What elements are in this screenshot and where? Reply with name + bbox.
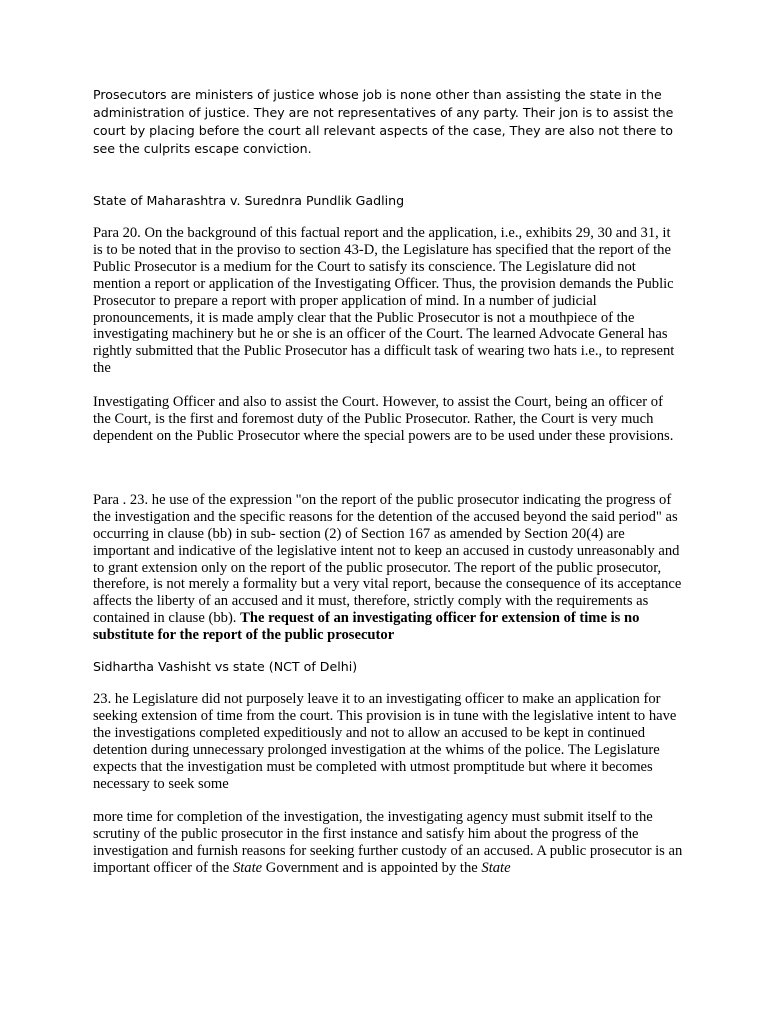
case-title-maharashtra: State of Maharashtra v. Surednra Pundlik Gadling	[93, 193, 405, 208]
para-23-paragraph	[93, 492, 683, 644]
para-23-text: Para . 23. he use of the expression "on the report of the public prosecutor indicating the progress of the investigation and the specific reasons for the detention of the accused beyond the said period" as occurring in clause (bb) in sub- section (2) of Section 167 as amended by Section 20(4) are important and indicative of the legislative intent not to keep an accused in custody unreasonably and to grant extension only on the report of the public prosecutor. The report of the public prosecutor, therefore, is not merely a formality but a very vital report, because the consequence of its acceptance affects the liberty of an accused and it must, therefore, strictly comply with the requirements as contained in clause (bb).	[93, 491, 682, 627]
para-20-part-2: Investigating Officer and also to assist the Court. However, to assist the Court, being an officer of the Court, is the first and foremost duty of the Public Prosecutor. Rather, the Court is very much dependent on the Public Prosecutor where the special powers are to be used under these provisions.	[93, 394, 674, 444]
para-23c-italic-1: State	[232, 860, 263, 877]
para-23-bold-text: The request of an investigating officer for extension of time is no substitute for the report of the public prosecutor	[93, 610, 640, 644]
para-23-vashisht-part-2	[93, 809, 683, 877]
case-title-vashisht: Sidhartha Vashisht vs state (NCT of Delhi)	[93, 659, 358, 675]
para-23c-text-1: more time for completion of the investigation, the investigating agency must submit itself to the scrutiny of the public prosecutor in the first instance and satisfy him about the progress of the investigation and furnish reasons for seeking further custody of an accused. A public prosecutor is an important officer of the	[93, 809, 683, 877]
para-20-part-1: Para 20. On the background of this factual report and the application, i.e., exhibits 29, 30 and 31, it is to be noted that in the proviso to section 43-D, the Legislature has specified that the report of the Public Prosecutor is a medium for the Court to satisfy its conscience. The Legislature did not mention a report or application of the Investigating Officer. Thus, the provision demands the Public Prosecutor to prepare a report with proper application of mind. In a number of judicial pronouncements, it is made amply clear that the Public Prosecutor is not a mouthpiece of the investigating machinery but he or she is an officer of the Court. The learned Advocate General has rightly submitted that the Public Prosecutor has a difficult task of wearing two hats i.e., to represent the	[93, 225, 675, 377]
document-page	[93, 86, 683, 877]
intro-paragraph: Prosecutors are ministers of justice whose job is none other than assisting the state in the administration of justice. They are not representatives of any party. Their jon is to assist the court by placing before the court all relevant aspects of the case, They are also not there to see the culprits escape conviction.	[93, 87, 674, 156]
para-23c-italic-2: State	[481, 860, 511, 877]
para-23-vashisht-part-1: 23. he Legislature did not purposely leave it to an investigating officer to make an application for seeking extension of time from the court. This provision is in tune with the legislative intent to have the investigations completed expeditiously and not to allow an accused to be kept in continued detention during unnecessary prolonged investigation at the whims of the police. The Legislature expects that the investigation must be completed with utmost promptitude but where it becomes necessary to seek some	[93, 691, 677, 792]
para-23c-text-2: Government and is appointed by the	[262, 860, 482, 877]
